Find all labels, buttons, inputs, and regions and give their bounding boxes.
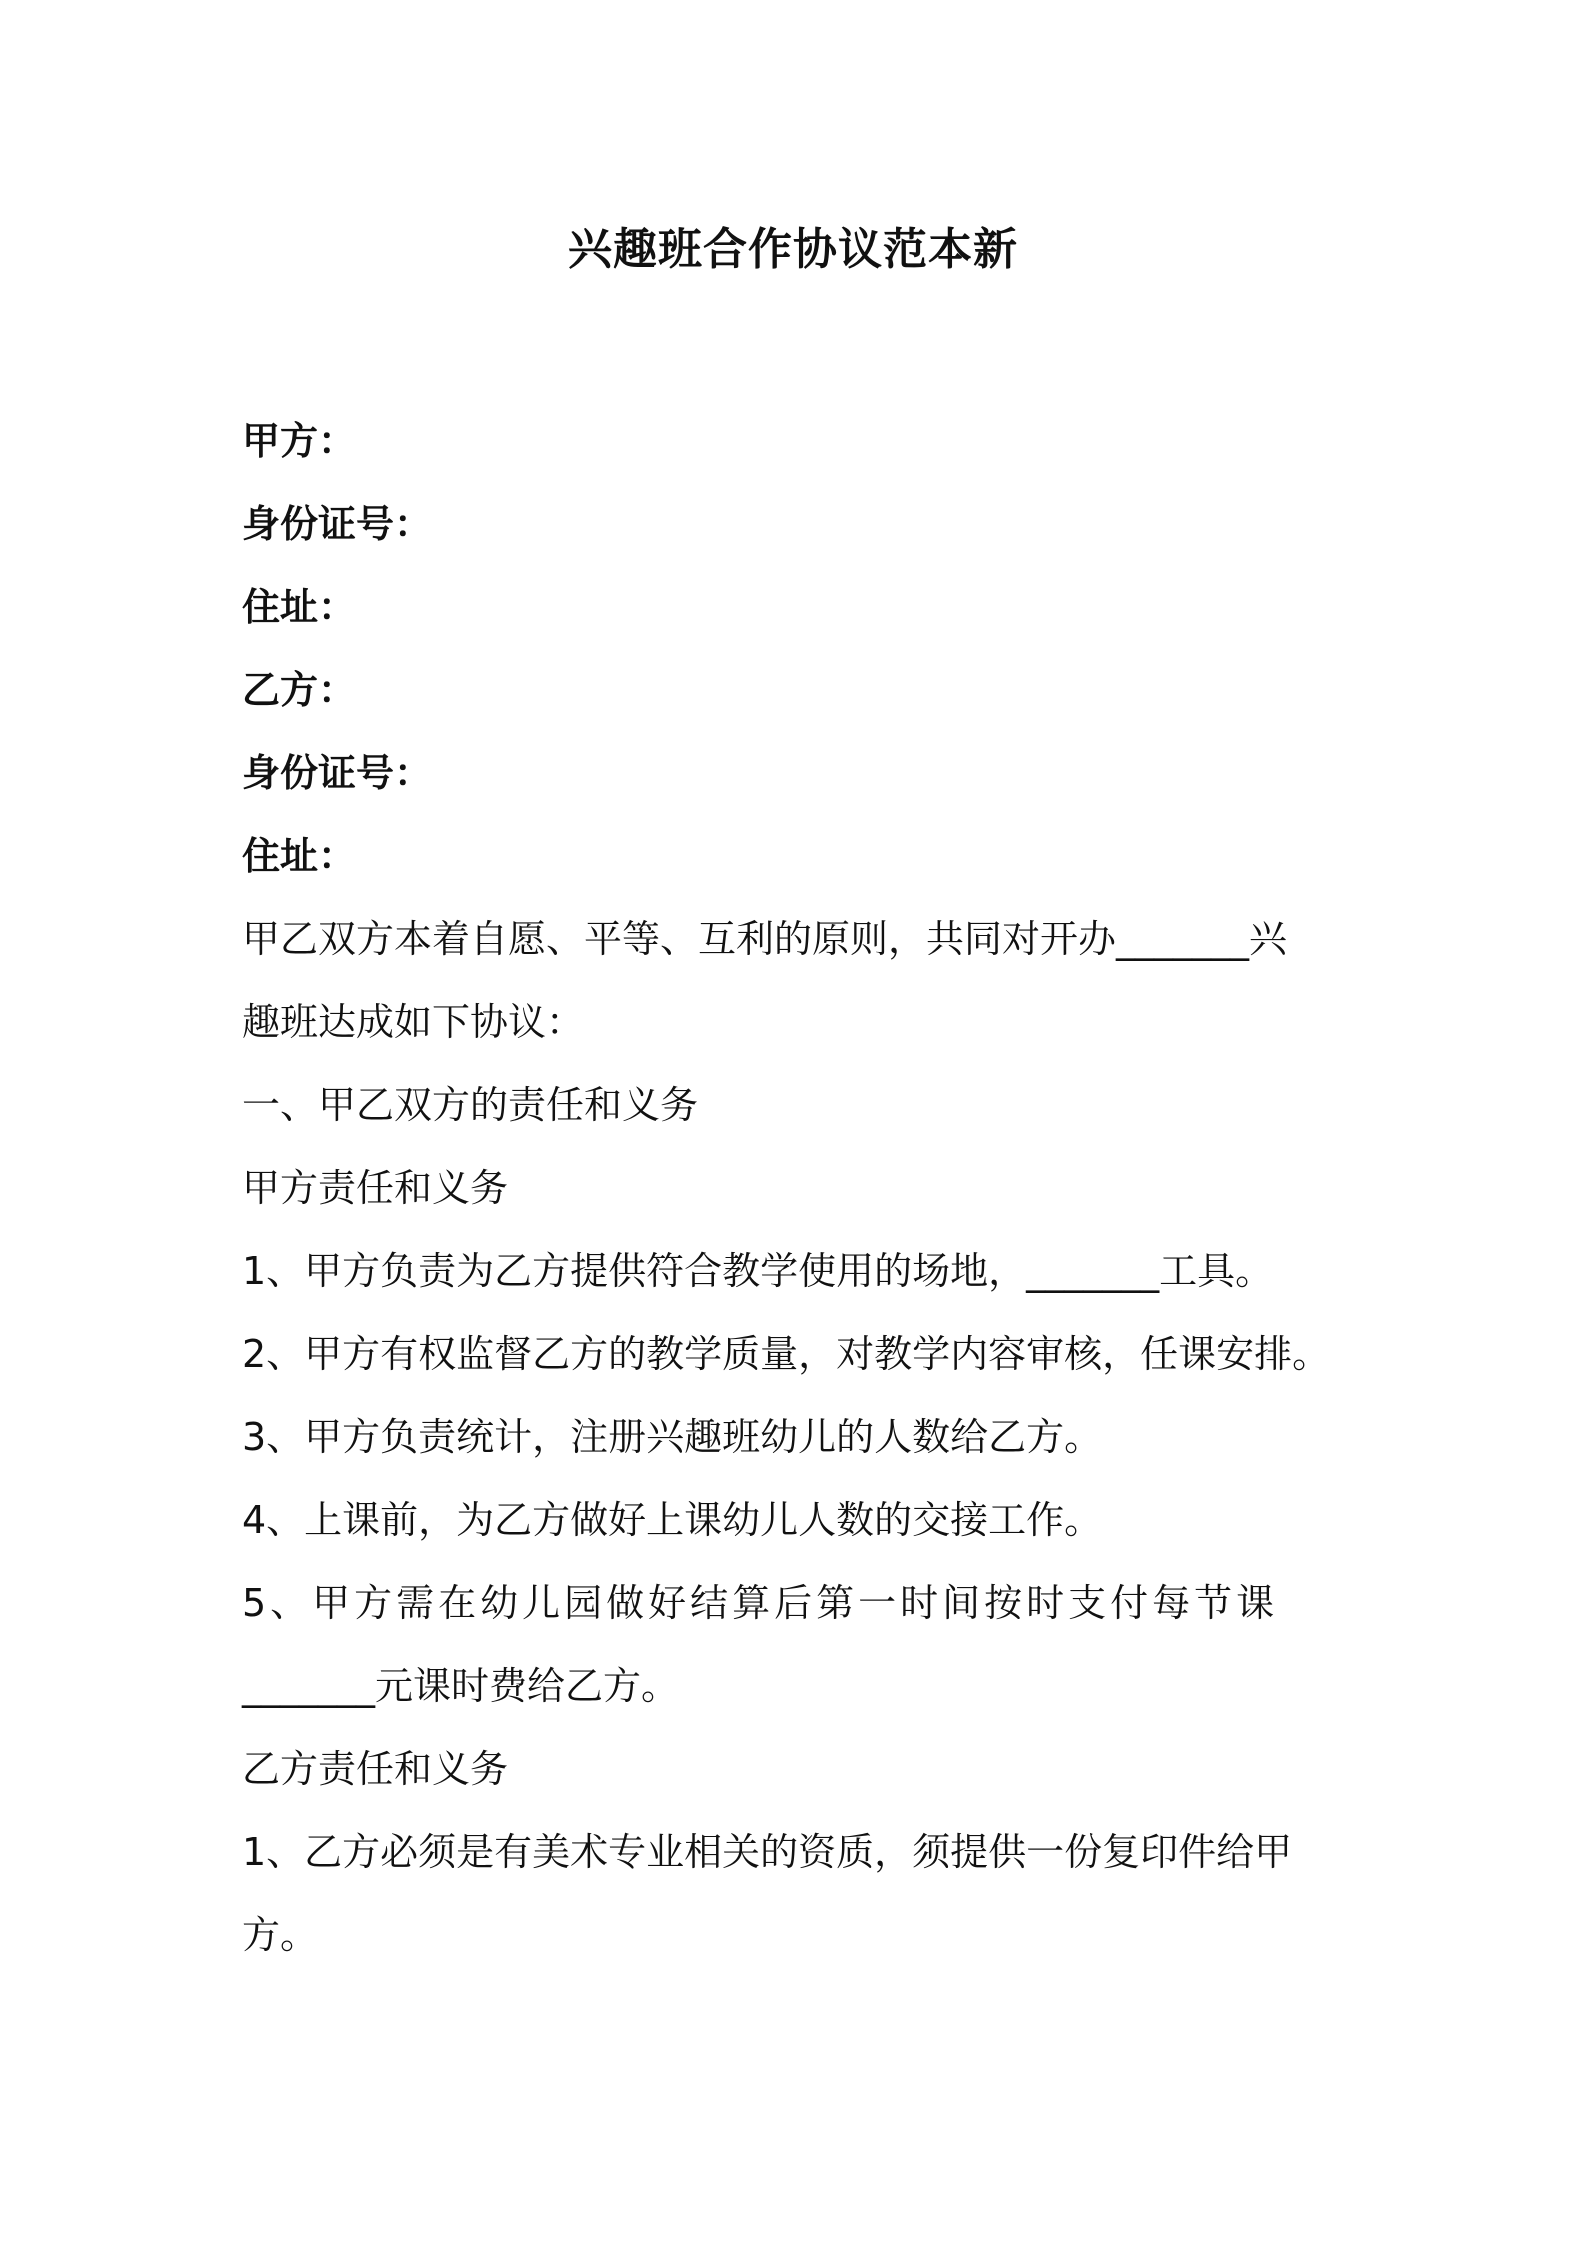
party-a-duty-4: 4、上课前，为乙方做好上课幼儿人数的交接工作。 [242, 1498, 1103, 1542]
party-a-duty-5-line-1: 5、甲方需在幼儿园做好结算后第一时间按时支付每节课 [242, 1581, 1279, 1625]
party-b-label: 乙方： [242, 668, 357, 712]
section-heading: 一、甲乙双方的责任和义务 [242, 1083, 699, 1127]
party-a-duty-2: 2、甲方有权监督乙方的教学质量，对教学内容审核，任课安排。 [242, 1332, 1331, 1376]
preamble-line-2: 趣班达成如下协议： [242, 1000, 585, 1044]
party-b-duty-1-line-2: 方。 [242, 1913, 319, 1957]
document-body [242, 400, 1362, 1977]
party-b-address-label: 住址： [242, 834, 357, 878]
party-a-duty-3: 3、甲方负责统计，注册兴趣班幼儿的人数给乙方。 [242, 1415, 1103, 1459]
party-a-duty-5-line-2: _______元课时费给乙方。 [242, 1664, 680, 1708]
party-a-address-label: 住址： [242, 585, 357, 629]
document-title: 兴趣班合作协议范本新 [568, 224, 1018, 275]
party-b-duty-1-line-1: 1、乙方必须是有美术专业相关的资质，须提供一份复印件给甲 [242, 1830, 1293, 1874]
party-a-duty-1: 1、甲方负责为乙方提供符合教学使用的场地，_______工具。 [242, 1249, 1274, 1293]
party-a-label: 甲方： [242, 419, 357, 463]
preamble-line-1: 甲乙双方本着自愿、平等、互利的原则，共同对开办_______兴 [242, 917, 1288, 961]
party-b-duties-heading: 乙方责任和义务 [242, 1747, 509, 1791]
party-a-id-label: 身份证号： [242, 502, 433, 546]
party-a-duties-heading: 甲方责任和义务 [242, 1166, 509, 1210]
party-b-id-label: 身份证号： [242, 751, 433, 795]
